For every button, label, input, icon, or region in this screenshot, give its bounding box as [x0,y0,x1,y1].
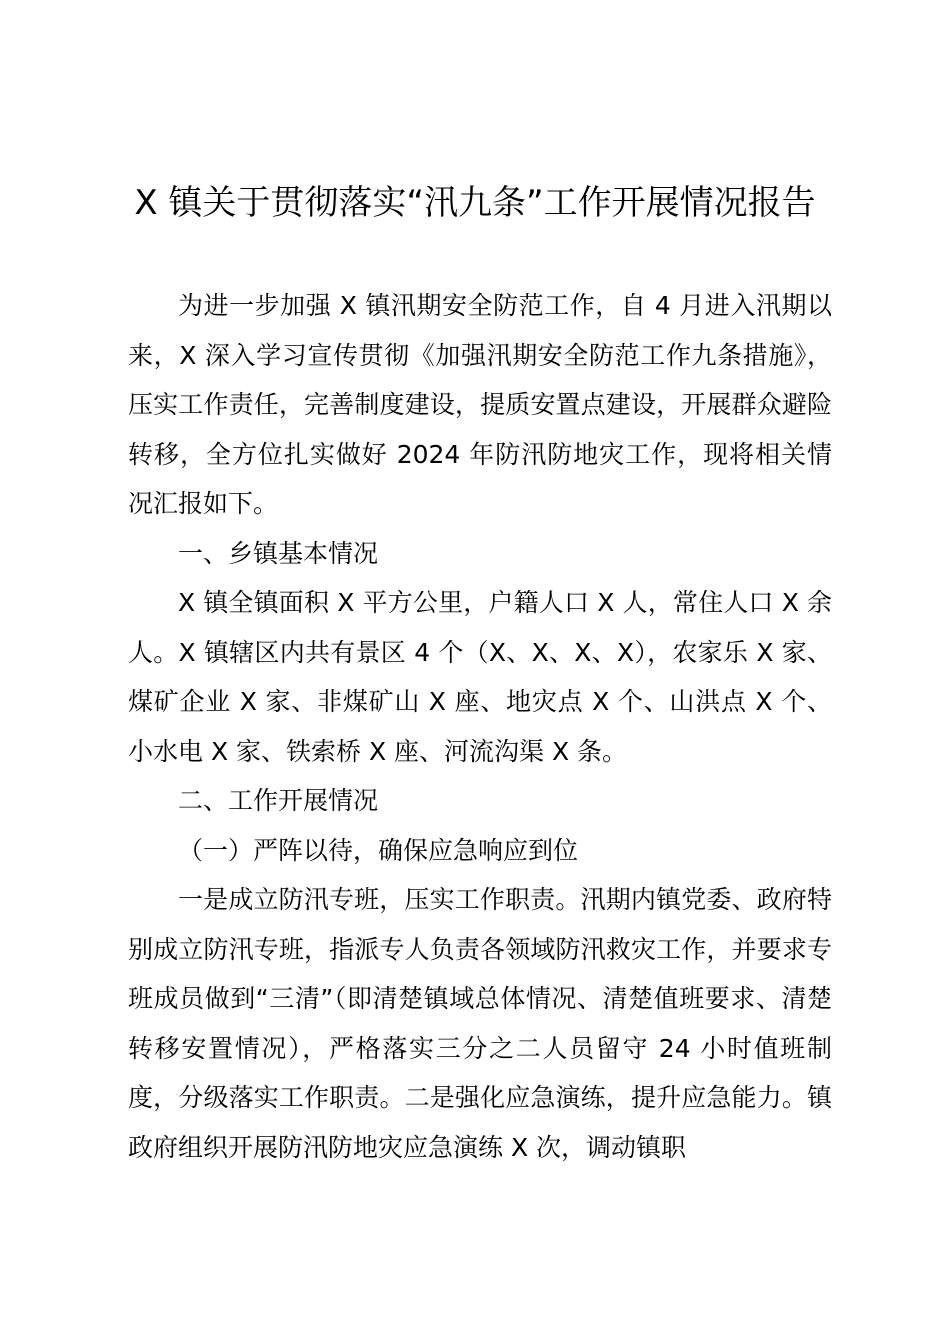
section-heading-2: 二、工作开展情况 [178,786,379,815]
subsection-heading-1: （一）严阵以待，确保应急响应到位 [178,835,579,865]
section-heading-1: 一、乡镇基本情况 [178,538,379,568]
subsection-1-paragraph: 一是成立防汛专班，压实工作职责。汛期内镇党委、政府特别成立防汛专班，指派专人负责各领域防汛救灾工作，并要求专班成员做到“三清”（即清楚镇域总体情况、清楚值班要求、清楚转移安置情况），严格落实三分之二人员留守 24 小时值班制度，分级落实工作职责。二是强化应急演练，提升应急能力。镇政府组织开展防汛防地灾应急演练 X 次，调动镇职 [128,885,832,1162]
document-title: X 镇关于贯彻落实“汛九条”工作开展情况报告 [134,183,816,223]
document-body [128,281,832,1172]
section-1-paragraph: X 镇全镇面积 X 平方公里，户籍人口 X 人，常住人口 X 余人。X 镇辖区内共有景区 4 个（X、X、X、X），农家乐 X 家、煤矿企业 X 家、非煤矿山 X 座、地灾点 X 个、山洪点 X 个、小水电 X 家、铁索桥 X 座、河流沟渠 X 条。 [128,588,832,766]
intro-paragraph: 为进一步加强 X 镇汛期安全防范工作，自 4 月进入汛期以来，X 深入学习宣传贯彻《加强汛期安全防范工作九条措施》，压实工作责任，完善制度建设，提质安置点建设，开展群众避险转移，全方位扎实做好 2024 年防汛防地灾工作，现将相关情况汇报如下。 [128,291,832,518]
